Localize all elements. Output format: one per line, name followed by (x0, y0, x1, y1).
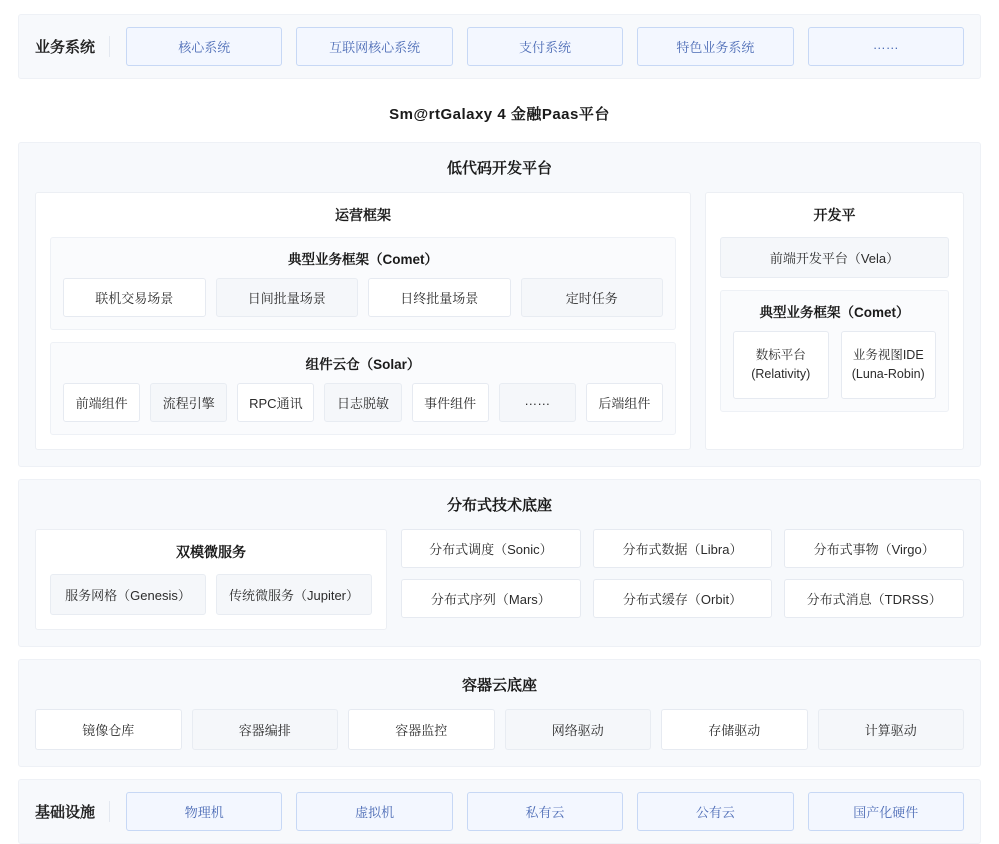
infrastructure-pills (126, 792, 964, 831)
frontend-dev-platform-vela[interactable]: 前端开发平台（Vela） (720, 237, 949, 278)
platform-title: Sm@rtGalaxy 4 金融Paas平台 (389, 106, 610, 123)
business-system-payment[interactable]: 支付系统 (467, 27, 623, 66)
distributed-base-section (18, 479, 981, 647)
dev-platform-box (705, 192, 964, 450)
component-process-engine[interactable]: 流程引擎 (150, 383, 227, 422)
infra-physical-machine[interactable]: 物理机 (126, 792, 282, 831)
business-systems-title: 业务系统 (35, 36, 110, 57)
dual-microservice-box (35, 529, 387, 630)
component-cloud-box (50, 342, 676, 435)
operation-framework-box (35, 192, 691, 450)
typical-business-framework-box (50, 237, 676, 330)
infra-virtual-machine[interactable]: 虚拟机 (296, 792, 452, 831)
infra-domestic-hardware[interactable]: 国产化硬件 (808, 792, 964, 831)
component-cloud-title: 组件云仓（Solar） (305, 357, 421, 372)
distributed-base-title: 分布式技术底座 (446, 497, 552, 514)
operation-framework-title: 运营框架 (335, 207, 391, 223)
tool-relativity[interactable]: 数标平台 (Relativity) (733, 331, 829, 399)
distributed-scheduling-sonic[interactable]: 分布式调度（Sonic） (401, 529, 581, 568)
business-system-core[interactable]: 核心系统 (126, 27, 282, 66)
infrastructure-band (18, 779, 981, 844)
distributed-message-tdrss[interactable]: 分布式消息（TDRSS） (784, 579, 964, 618)
component-rpc[interactable]: RPC通讯 (237, 383, 314, 422)
scene-intraday-batch[interactable]: 日间批量场景 (216, 278, 359, 317)
business-system-more[interactable]: …… (808, 27, 964, 66)
distributed-transaction-virgo[interactable]: 分布式事物（Virgo） (784, 529, 964, 568)
network-driver[interactable]: 网络驱动 (505, 709, 652, 750)
business-system-internet-core[interactable]: 互联网核心系统 (296, 27, 452, 66)
container-orchestration[interactable]: 容器编排 (192, 709, 339, 750)
component-frontend[interactable]: 前端组件 (63, 383, 140, 422)
business-systems-band (18, 14, 981, 79)
tool-luna-robin[interactable]: 业务视图IDE (Luna-Robin) (841, 331, 937, 399)
component-log-masking[interactable]: 日志脱敏 (324, 383, 401, 422)
dev-typical-business-title: 典型业务框架（Comet） (759, 305, 910, 320)
distributed-cache-orbit[interactable]: 分布式缓存（Orbit） (593, 579, 773, 618)
container-cloud-section (18, 659, 981, 767)
dev-platform-title: 开发平 (813, 207, 856, 223)
traditional-microservice-jupiter[interactable]: 传统微服务（Jupiter） (216, 574, 372, 615)
infra-private-cloud[interactable]: 私有云 (467, 792, 623, 831)
component-more[interactable]: …… (499, 383, 576, 422)
service-mesh-genesis[interactable]: 服务网格（Genesis） (50, 574, 206, 615)
component-event[interactable]: 事件组件 (412, 383, 489, 422)
compute-driver[interactable]: 计算驱动 (818, 709, 965, 750)
infra-public-cloud[interactable]: 公有云 (637, 792, 793, 831)
container-monitoring[interactable]: 容器监控 (348, 709, 495, 750)
lowcode-platform-title: 低代码开发平台 (446, 160, 552, 177)
scene-eod-batch[interactable]: 日终批量场景 (368, 278, 511, 317)
typical-business-framework-title: 典型业务框架（Comet） (287, 252, 438, 267)
container-cloud-title: 容器云底座 (461, 677, 537, 694)
lowcode-platform-section (18, 142, 981, 467)
component-backend[interactable]: 后端组件 (586, 383, 663, 422)
infrastructure-title: 基础设施 (35, 801, 110, 822)
dev-typical-business-box (720, 290, 949, 412)
storage-driver[interactable]: 存储驱动 (661, 709, 808, 750)
distributed-data-libra[interactable]: 分布式数据（Libra） (593, 529, 773, 568)
scene-online-transaction[interactable]: 联机交易场景 (63, 278, 206, 317)
scene-scheduled-task[interactable]: 定时任务 (521, 278, 664, 317)
container-image-registry[interactable]: 镜像仓库 (35, 709, 182, 750)
distributed-sequence-mars[interactable]: 分布式序列（Mars） (401, 579, 581, 618)
business-systems-pills (126, 27, 964, 66)
business-system-featured[interactable]: 特色业务系统 (637, 27, 793, 66)
dual-microservice-title: 双模微服务 (176, 544, 246, 560)
